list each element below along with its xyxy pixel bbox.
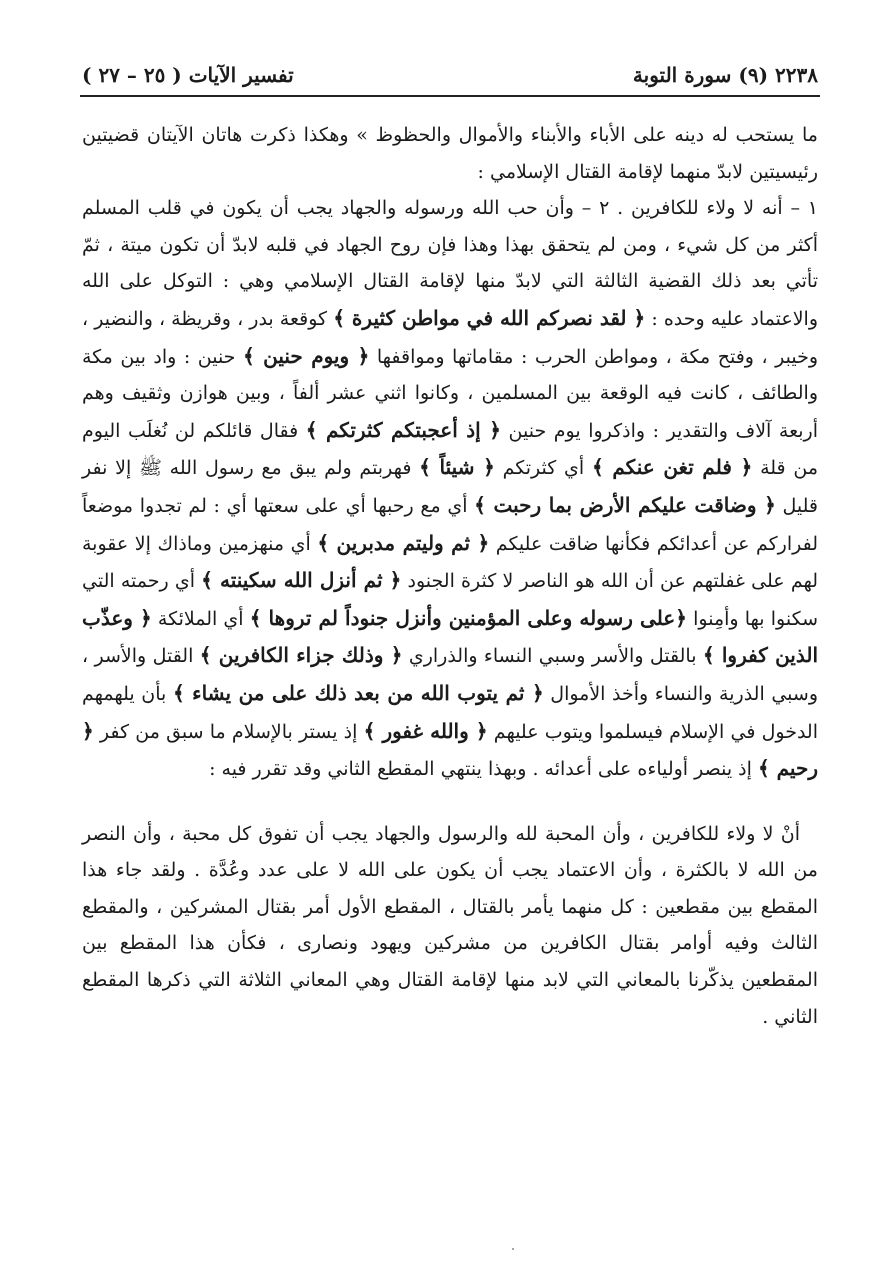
- text-run: بأن يلهمهم الدخول في الإسلام فيسلموا ويتوب عليهم: [82, 682, 818, 743]
- quran-quote: ﴿ شيئاً ﴾: [419, 455, 495, 480]
- text-run: أنْ لا ولاء للكافرين ، وأن المحبة لله والرسول والجهاد يجب أن تفوق كل محبة ، وأن النصر من الله لا بالكثرة ، وأن الاعتماد يجب أن يكون على الله لا على عدد وعُدَّة . ولقد جاء هذا المقطع بين مقطعين : كل منهما يأمر بالقتال ، المقطع الأول أمر بقتال المشركين ، والمقطع الثالث وفيه أوامر بقتال الكافرين من مشركين ويهود ونصارى ، فكأن هذا المقطع بين المقطعين يذكّرنا بالمعاني التي لابد منها لإقامة القتال وهي المعاني الثلاثة التي ذكرها المقطع الثاني .: [82, 822, 818, 1028]
- text-run: ١ – أنه لا ولاء للكافرين . ٢ – وأن حب الله ورسوله والجهاد يجب أن يكون في قلب المسلم أكثر من كل شيء ، ومن لم يتحقق بهذا وهذا فإن روح الجهاد في قلبه لابدّ أن تكون ميتة ، ثمّ تأتي بعد ذلك القضية الثالثة التي لابدّ منها لإقامة القتال الإسلامي وهي : التوكل على الله والاعتماد عليه وحده :: [82, 197, 819, 330]
- quran-quote: ﴿ والله غفور ﴾: [363, 718, 488, 743]
- text-run: بالقتل والأسر وسبي النساء والذراري: [402, 645, 703, 668]
- quran-quote: ﴿ ثم أنزل الله سكينته ﴾: [201, 568, 402, 593]
- text-run: أي مع رحبها أي على سعتها أي : لم تجدوا موضعاً لفراركم عن أعدائكم فكأنها ضاقت عليكم: [82, 494, 819, 555]
- text-run: فقال قائلكم لن نُغلَب اليوم من قلة: [82, 419, 819, 480]
- quran-quote: ﴿ فلم تغن عنكم ﴾: [591, 455, 753, 480]
- quran-quote: ﴿ إذ أعجبتكم كثرتكم ﴾: [305, 417, 501, 442]
- paragraph-summary: [82, 816, 818, 1036]
- quran-quote: ﴿ وضاقت عليكم الأرض بما رحبت ﴾: [474, 492, 776, 517]
- paragraph-commentary: [82, 190, 818, 788]
- text-run: إذ يستر بالإسلام ما سبق من كفر: [93, 720, 364, 743]
- paragraph-gap: [82, 788, 818, 816]
- quran-quote: ﴿ ثم وليتم مدبرين ﴾: [317, 530, 490, 555]
- quran-quote: ﴿على رسوله وعلى المؤمنين وأنزل جنوداً لم تروها ﴾: [249, 605, 687, 630]
- text-run: فهربتم ولم يبق مع رسول الله ﷺ إلا نفر قليل: [82, 457, 818, 517]
- paragraph-intro: [82, 117, 818, 190]
- text-run: أي الملائكة: [151, 607, 250, 630]
- page-number-surah: ٢٢٣٨ (٩) سورة التوبة: [632, 63, 818, 87]
- page-mark: [512, 1248, 514, 1250]
- quran-quote: ﴿ وذلك جزاء الكافرين ﴾: [199, 643, 403, 668]
- quran-quote: ﴿ وعذّب الذين كفروا ﴾: [82, 605, 819, 668]
- quran-quote: ﴿ لقد نصركم الله في مواطن كثيرة ﴾: [333, 305, 646, 330]
- section-title: تفسير الآيات ( ٢٥ – ٢٧ ): [82, 63, 294, 87]
- text-run: إذ ينصر أولياءه على أعدائه . وبهذا ينتهي المقطع الثاني وقد تقرر فيه :: [209, 758, 758, 781]
- text-run: كوقعة بدر ، وقريظة ، والنضير ، وخيبر ، وفتح مكة ، ومواطن الحرب : مقاماتها ومواقفها: [82, 307, 818, 368]
- header-rule: [80, 95, 820, 97]
- page-header: [82, 58, 818, 92]
- page-body: [82, 117, 818, 1035]
- text-run: أي كثرتكم: [494, 457, 592, 480]
- text-run: حنين : واد بين مكة والطائف ، كانت فيه الوقعة بين المسلمين ، وكانوا اثني عشر ألفاً ، وبين هوازن وثقيف وهم أربعة آلاف والتقدير : واذكروا يوم حنين: [82, 345, 819, 442]
- quran-quote: ﴿ رحيم ﴾: [82, 718, 818, 781]
- text-run: ما يستحب له دينه على الأباء والأبناء والأموال والحظوظ » وهكذا ذكرت هاتان الآيتان قضيتين رئيسيتين لابدّ منهما لإقامة القتال الإسلامي :: [82, 124, 818, 183]
- quran-quote: ﴿ ثم يتوب الله من بعد ذلك على من يشاء ﴾: [172, 680, 544, 705]
- text-run: أي رحمته التي سكنوا بها وأمِنوا: [82, 570, 818, 630]
- text-run: القتل والأسر ، وسبي الذرية والنساء وأخذ الأموال: [82, 645, 818, 705]
- quran-quote: ﴿ ويوم حنين ﴾: [242, 343, 370, 368]
- text-run: أي منهزمين وماذاك إلا عقوبة لهم على غفلتهم عن أن الله هو الناصر لا كثرة الجنود: [82, 532, 819, 593]
